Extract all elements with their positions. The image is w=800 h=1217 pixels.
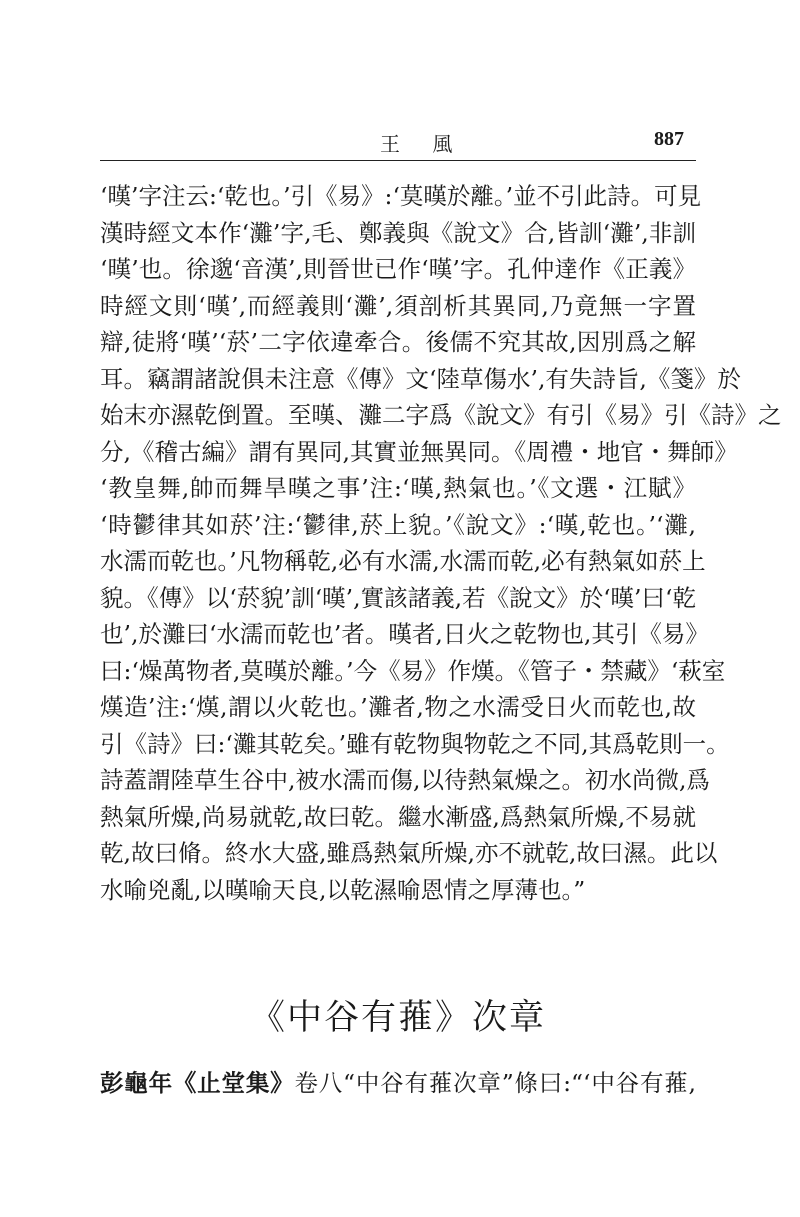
text-line: 時經文則‘暵’,而經義則‘灘’,須剖析其異同,乃竟無一字置 <box>100 291 696 320</box>
page-header <box>100 128 696 162</box>
text-line: ‘時鬱律其如菸’注:‘鬱律,菸上貌。’《說文》:‘暵,乾也。’‘灘, <box>100 510 696 539</box>
text-line: 分,《稽古編》謂有異同,其實並無異同。《周禮・地官・舞師》 <box>100 437 738 466</box>
text-line: 漢時經文本作‘灘’字,毛、鄭義與《說文》合,皆訓‘灘’,非訓 <box>100 218 696 247</box>
text-line: ‘暵’字注云:‘乾也。’引《易》:‘莫暵於離。’並不引此詩。可見 <box>100 182 702 210</box>
text-line: 曰:‘燥萬物者,莫暵於離。’今《易》作熯。《管子・禁藏》‘萩室 <box>100 656 726 685</box>
text-line: 詩蓋謂陸草生谷中,被水濡而傷,以待熱氣燥之。初水尚微,爲 <box>100 766 710 794</box>
byline-author: 彭龜年 <box>100 1069 173 1097</box>
text-line: 耳。竊謂諸說俱未注意《傳》文‘陸草傷水’,有失詩旨,《箋》於 <box>100 364 741 393</box>
byline-rest: 卷八“中谷有蓷次章”條曰:“‘中谷有蓷, <box>294 1069 697 1097</box>
text-line: 也’,於灘曰‘水濡而乾也’者。暵者,日火之乾物也,其引《易》 <box>100 620 709 648</box>
page-number: 887 <box>654 128 684 150</box>
text-line: 引《詩》曰:‘灘其乾矣。’雖有乾物與物乾之不同,其爲乾則一。 <box>100 729 730 758</box>
text-line: ‘暵’也。徐邈‘音漢’,則晉世已作‘暵’字。孔仲達作《正義》 <box>100 255 696 283</box>
text-line: 辯,徒將‘暵’‘菸’二字依違牽合。後儒不究其故,因別爲之解 <box>100 328 696 356</box>
text-line: 貌。《傳》以‘菸貌’訓‘暵’,實該諸義,若《說文》於‘暵’曰‘乾 <box>100 583 696 612</box>
text-line: 水喻兇亂,以暵喻天良,以乾濕喻恩情之厚薄也。” <box>100 875 586 904</box>
text-line: 乾,故曰脩。終水大盛,雖爲熱氣所燥,亦不就乾,故曰濕。此以 <box>100 839 718 867</box>
body-text <box>100 178 782 908</box>
text-line: ‘教皇舞,帥而舞旱暵之事’注:‘暵,熱氣也。’《文選・江賦》 <box>100 474 696 502</box>
text-line: 熱氣所燥,尚易就乾,故曰乾。繼水漸盛,爲熱氣所燥,不易就 <box>100 802 696 831</box>
text-line: 始末亦濕乾倒置。至暵、灘二字爲《說文》有引《易》引《詩》之 <box>100 401 782 429</box>
header-rule <box>100 160 696 161</box>
section-heading: 《中谷有蓷》次章 <box>249 998 546 1038</box>
byline <box>100 1065 696 1101</box>
byline-book: 《止堂集》 <box>172 1069 295 1097</box>
running-title: 王 風 <box>380 132 455 156</box>
text-line: 水濡而乾也。’凡物稱乾,必有水濡,水濡而乾,必有熱氣如菸上 <box>100 547 706 575</box>
text-line: 熯造’注:‘熯,謂以火乾也。’灘者,物之水濡受日火而乾也,故 <box>100 693 696 721</box>
